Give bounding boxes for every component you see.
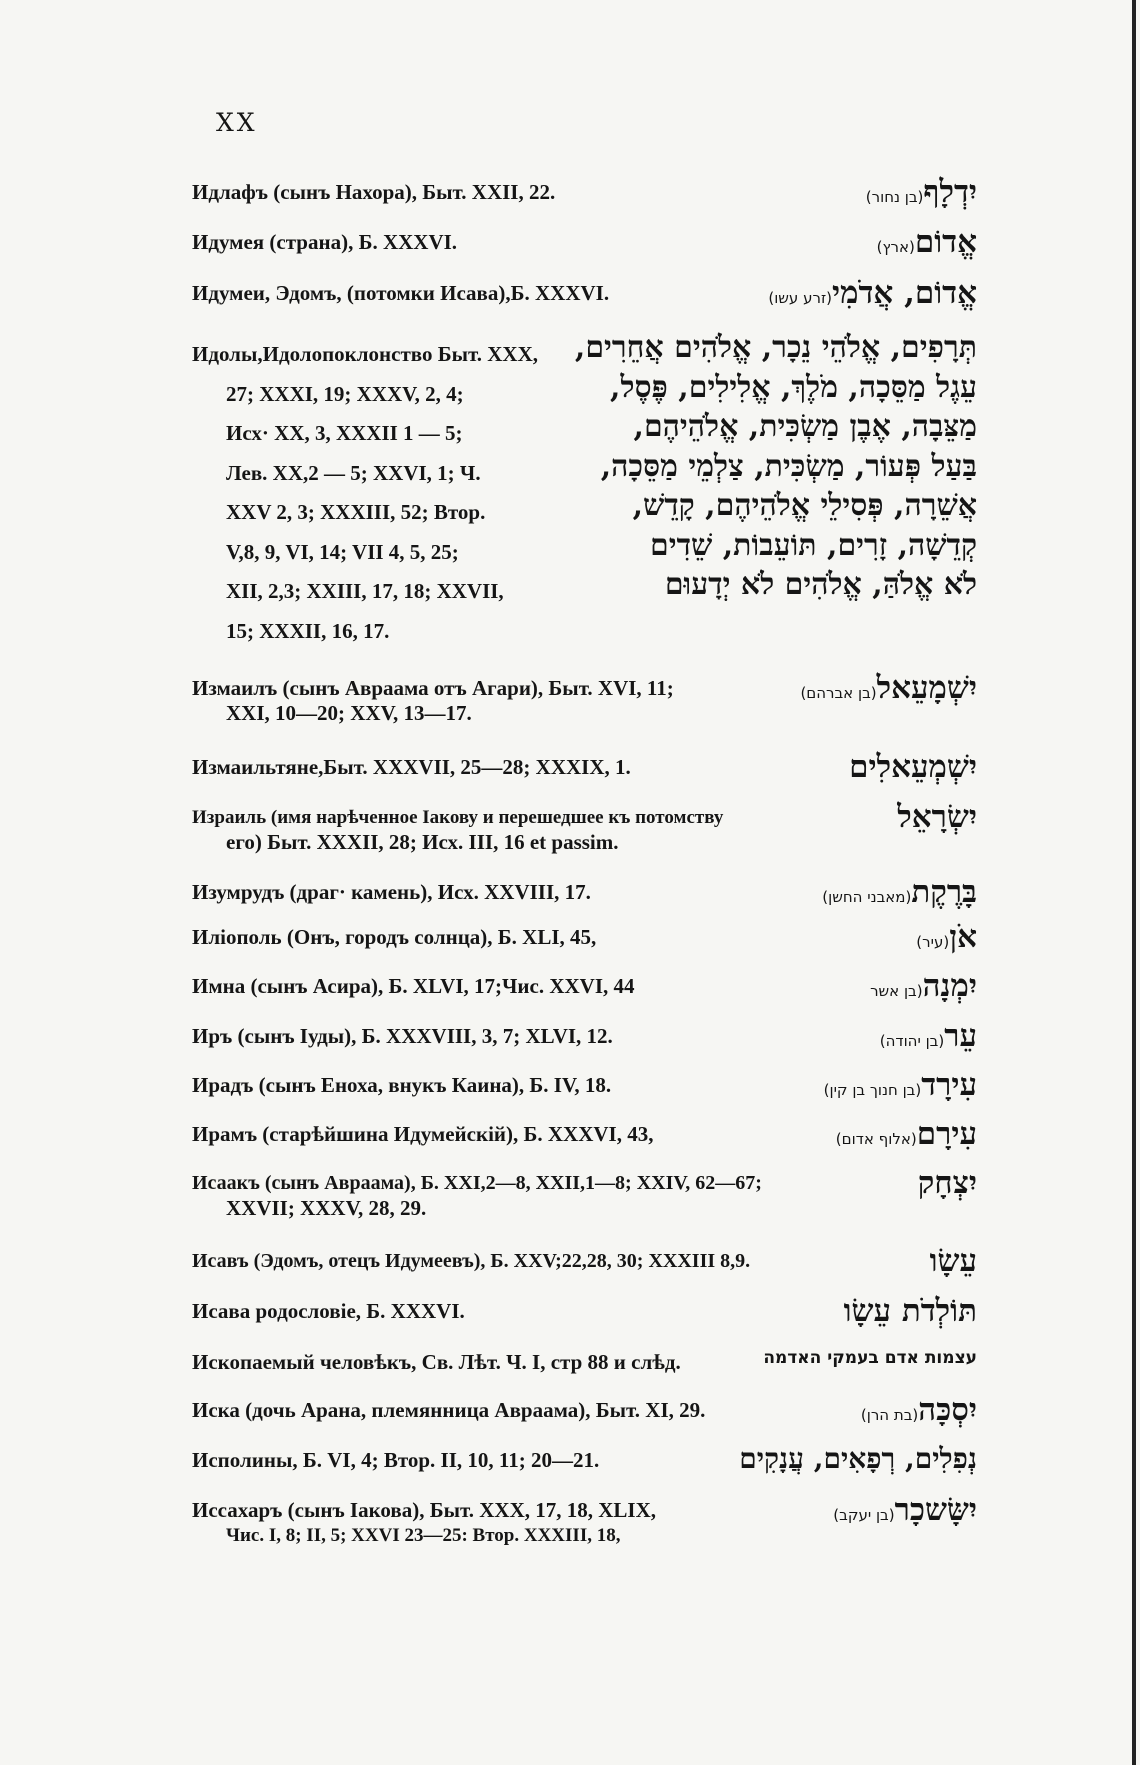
hebrew-term: עֵר(בן יהודה) bbox=[879, 1018, 977, 1054]
page-edge-rule bbox=[1132, 0, 1136, 1765]
idols-ref-line: 27; XXXI, 19; XXXV, 2, 4; bbox=[226, 381, 464, 406]
idols-ref-line: Лев. XX,2 — 5; XXVI, 1; Ч. bbox=[226, 460, 481, 485]
entry-text-cont: его) Быт. XXXII, 28; Исх. III, 16 et passim. bbox=[226, 830, 619, 854]
idols-hebrew-line: קְדֵשָׁה, זָרִים, תּוֹעֵבוֹת, שֵׁדִים bbox=[650, 527, 977, 563]
entry-text: Израиль (имя нарѣченное Іакову и перешедшее къ потомству bbox=[192, 807, 724, 828]
entry-text: Имна (сынъ Асира), Б. XLVI, 17;Чис. XXVI, 44 bbox=[192, 974, 635, 998]
entry-text: Идлафъ (сынъ Нахора), Быт. XXII, 22. bbox=[192, 180, 556, 204]
entry-ismail bbox=[192, 670, 977, 726]
idols-hebrew-line: לֹא אֱלֹהַּ, אֱלֹהִים לֹא יְדָעוּם bbox=[664, 567, 977, 602]
idols-hebrew-line: בַּעַל פְּעוֹר, מַשְׂכִּית, צַלְמֵי מַסֵּכָה, bbox=[600, 448, 977, 484]
hebrew-term: בָּרֶקֶת(מאבני החשן) bbox=[822, 874, 977, 910]
hebrew-term: נְפִלִים, רְפָאִים, עֲנָקִים bbox=[739, 1442, 977, 1475]
hebrew-term: יִצְחָק bbox=[917, 1165, 977, 1201]
entry-isava-rodoslovie bbox=[192, 1293, 977, 1329]
idols-ref-line: V,8, 9, VI, 14; VII 4, 5, 25; bbox=[226, 539, 459, 564]
entry-iska bbox=[192, 1392, 977, 1428]
entry-text: Исаакъ (сынъ Авраама), Б. XXI,2—8, XXII,1—8; XXIV, 62—67; bbox=[192, 1172, 762, 1194]
hebrew-term: יִדְלָף(בן נחור) bbox=[865, 174, 977, 210]
hebrew-term: יִשְׁמָעֵאל(בן אברהם) bbox=[800, 670, 977, 706]
idols-hebrew-line: תְּרָפִים, אֱלֹהֵי נֵכָר, אֱלֹהִים אֲחֵרִים, bbox=[574, 330, 977, 365]
entry-iram bbox=[192, 1116, 977, 1152]
entry-idlaf bbox=[192, 174, 977, 210]
entry-iliopol bbox=[192, 919, 977, 955]
entry-text: Ирадъ (сынъ Еноха, внукъ Каина), Б. IV, 18. bbox=[192, 1073, 612, 1097]
idols-hebrew-line: אֲשֵׁרָה, פְּסִילֵי אֱלֹהֵיהֶם, קָדֵשׁ, bbox=[632, 488, 977, 523]
entry-text-cont: Чис. I, 8; II, 5; XXVI 23—25: Втор. XXXIII, 18, bbox=[226, 1525, 621, 1546]
entry-text: Исава родословіе, Б. XXXVI. bbox=[192, 1299, 465, 1323]
hebrew-term: עצמות אדם בעמקי האדמה bbox=[763, 1348, 977, 1368]
entry-ismailtyane bbox=[192, 749, 977, 785]
entry-text: Иссахаръ (сынъ Іакова), Быт. XXX, 17, 18, XLIX, bbox=[192, 1498, 657, 1522]
entry-text: Измаильтяне,Быт. XXXVII, 25—28; XXXIX, 1. bbox=[192, 755, 631, 779]
entry-izumrud bbox=[192, 874, 977, 910]
entry-ispoliny bbox=[192, 1442, 977, 1475]
idols-ref-line: 15; XXXII, 16, 17. bbox=[226, 618, 390, 643]
hebrew-term: יִשְׂרָאֵל bbox=[897, 799, 977, 835]
entry-text: Изумрудъ (драг· камень), Исх. XXVIII, 17. bbox=[192, 880, 591, 904]
entry-idumea bbox=[192, 224, 977, 260]
hebrew-term: תּוֹלְדֹת עֵשָׂו bbox=[843, 1293, 977, 1329]
hebrew-term: יִסְכָּה(בת הרן) bbox=[860, 1392, 977, 1428]
entry-text: Иліополь (Онъ, городъ солнца), Б. XLI, 45, bbox=[192, 925, 597, 949]
page-number: XX bbox=[216, 108, 258, 137]
idols-hebrew bbox=[557, 328, 977, 605]
hebrew-term: עִירָם(אלוף אדום) bbox=[835, 1116, 977, 1152]
entry-text: Ирамъ (старѣйшина Идумейскій), Б. XXXVI, 43, bbox=[192, 1122, 654, 1146]
hebrew-term: יִשָּׂשכָר(בן יעקב) bbox=[833, 1492, 977, 1528]
entry-ir bbox=[192, 1018, 977, 1054]
idols-references bbox=[192, 335, 552, 651]
hebrew-term: עֵשָׂו bbox=[929, 1243, 977, 1279]
entry-text: Иръ (сынъ Іуды), Б. XXXVIII, 3, 7; XLVI, 12. bbox=[192, 1024, 613, 1048]
hebrew-term: אֱדוֹם, אֲדֹמִי(זרע עשו) bbox=[768, 275, 977, 311]
entry-text: Исавъ (Эдомъ, отецъ Идумеевъ), Б. XXV;22,28, 30; XXXIII 8,9. bbox=[192, 1250, 751, 1272]
entry-idumei bbox=[192, 275, 977, 311]
entry-text: Ископаемый человѣкъ, Св. Лѣт. Ч. I, стр 88 и слѣд. bbox=[192, 1350, 681, 1374]
hebrew-term: יִמְנָה(בן אשר bbox=[870, 968, 977, 1004]
idols-hebrew-line: מַצֵּבָה, אֶבֶן מַשְׂכִּית, אֱלֹהֵיהֶם, bbox=[633, 409, 977, 444]
entry-text: Идумеи, Эдомъ, (потомки Исава),Б. XXXVI. bbox=[192, 281, 610, 305]
entry-imna bbox=[192, 968, 977, 1004]
hebrew-term: יִשְׁמְעֵאלִים bbox=[849, 749, 977, 785]
idols-ref-line: Идолы,Идолопоклонство Быт. XXX, bbox=[192, 342, 538, 366]
idols-hebrew-line: עֵגֶל מַסֵּכָה, מֹלֶךְ, אֱלִילִים, פֶּסֶל, bbox=[610, 369, 977, 405]
entry-irad bbox=[192, 1067, 977, 1103]
entry-text: Иска (дочь Арана, племянница Авраама), Быт. XI, 29. bbox=[192, 1398, 706, 1422]
entry-text-cont: XXI, 10—20; XXV, 13—17. bbox=[226, 701, 472, 725]
hebrew-term: אֱדוֹם(ארץ) bbox=[876, 224, 977, 260]
entry-text: Измаилъ (сынъ Авраама отъ Агари), Быт. XVI, 11; bbox=[192, 676, 674, 700]
hebrew-term: עִירָד(בן חנוך בן קין) bbox=[823, 1067, 977, 1103]
entry-iskopaemyi bbox=[192, 1350, 977, 1375]
entry-issakhar bbox=[192, 1492, 977, 1548]
hebrew-term: אֹן(עיר) bbox=[916, 919, 977, 955]
entry-text-cont: XXVII; XXXV, 28, 29. bbox=[226, 1196, 427, 1220]
idols-ref-line: XII, 2,3; XXIII, 17, 18; XXVII, bbox=[226, 579, 504, 603]
idols-ref-line: XXV 2, 3; XXXIII, 52; Втор. bbox=[226, 500, 486, 524]
entry-text: Исполины, Б. VI, 4; Втор. II, 10, 11; 20—21. bbox=[192, 1448, 600, 1472]
entry-israil bbox=[192, 799, 977, 855]
idols-ref-line: Исх· XX, 3, XXXII 1 — 5; bbox=[226, 421, 463, 445]
entry-text: Идумея (страна), Б. XXXVI. bbox=[192, 230, 458, 254]
entry-isaak bbox=[192, 1165, 977, 1221]
entry-isav bbox=[192, 1243, 977, 1279]
